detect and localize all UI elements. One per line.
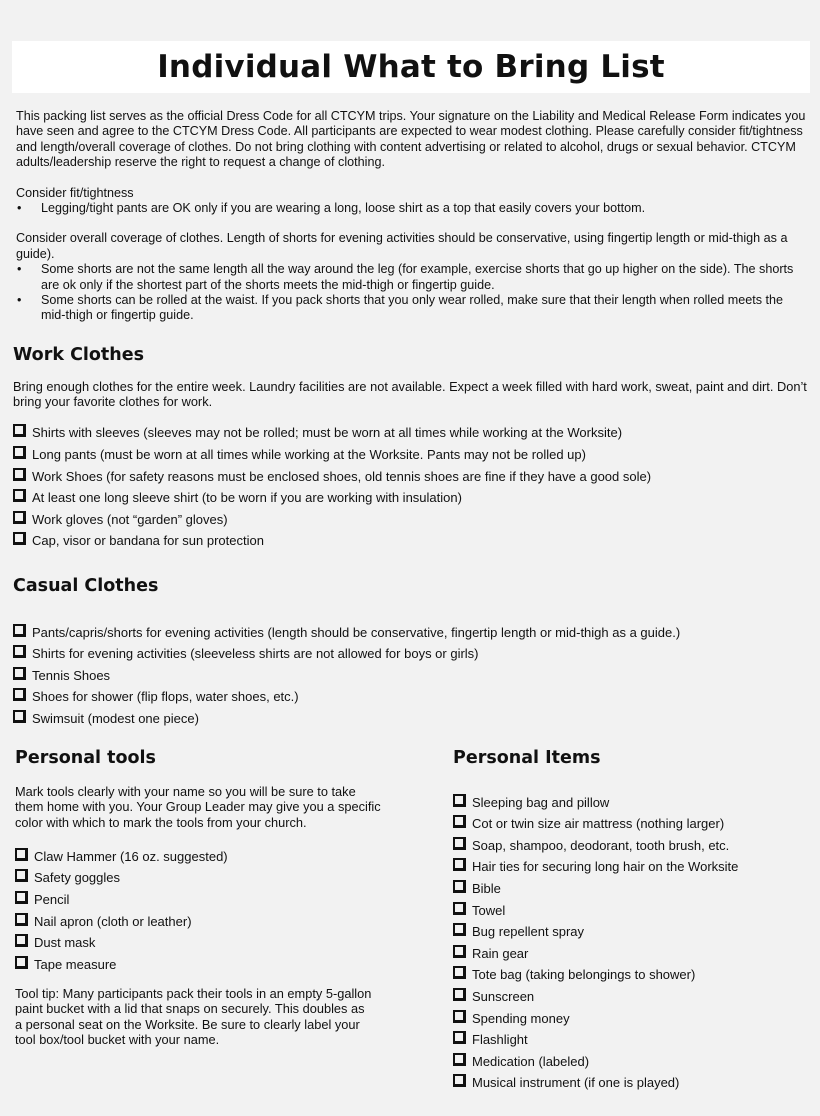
personal-tools-checklist (15, 842, 390, 972)
checklist-item (15, 842, 390, 864)
checklist-item-label: Cap, visor or bandana for sun protection (32, 533, 264, 549)
checkbox-icon[interactable] (15, 934, 28, 947)
checkbox-icon[interactable] (453, 1053, 466, 1066)
work-clothes-lead: Bring enough clothes for the entire week. Laundry facilities are not available. Expect a week filled with hard work, sweat, paint and dirt. Don’t bring your favorite clothes for work. (13, 379, 807, 410)
title-bar (12, 41, 810, 93)
bullet-item (16, 262, 808, 293)
checklist-item-label: Tape measure (34, 956, 117, 972)
checkbox-icon[interactable] (453, 837, 466, 850)
checklist-item (453, 939, 808, 961)
checkbox-icon[interactable] (13, 446, 26, 459)
checklist-item-label: Shirts with sleeves (sleeves may not be rolled; must be worn at all times while working at the Worksite) (32, 425, 623, 441)
checklist-item (13, 618, 808, 640)
checklist-item (15, 864, 390, 886)
checklist-item-label: Cot or twin size air mattress (nothing larger) (472, 816, 725, 832)
checklist-item-label: Long pants (must be worn at all times while working at the Worksite. Pants may not be rolled up) (32, 447, 586, 462)
checklist-item (453, 1026, 808, 1048)
checklist-item-label: Sunscreen (472, 988, 535, 1004)
bullet-icon: • (17, 201, 22, 216)
checklist-item-label: Pencil (34, 892, 70, 907)
checklist-item (453, 1047, 808, 1069)
personal-tools-section (15, 748, 390, 1047)
checklist-item (13, 704, 808, 726)
coverage-heading: Consider overall coverage of clothes. Length of shorts for evening activities should be conservative, using fingertip length or mid-thigh as a guide). (16, 231, 788, 261)
checklist-item (453, 1004, 808, 1026)
checklist-item-label: At least one long sleeve shirt (to be worn if you are working with insulation) (32, 490, 462, 506)
bullet-icon: • (17, 262, 22, 277)
checklist-item-label: Bug repellent spray (472, 924, 585, 940)
checklist-item-label: Rain gear (472, 945, 529, 961)
checklist-item-label: Dust mask (34, 935, 96, 951)
checkbox-icon[interactable] (453, 945, 466, 958)
checkbox-icon[interactable] (13, 624, 26, 637)
intro-paragraph: This packing list serves as the official Dress Code for all CTCYM trips. Your signature on the Liability and Medical Release Form indicates you have seen and agree to the CTCYM Dress Code. All participants are expected to wear modest clothing. Please carefully consider fit/tightness and length/overall coverage of clothes. Do not bring clothing with content advertising or related to alcohol, drugs or sexual behavior. CTCYM adults/leadership reserve the right to request a change of clothing. (16, 109, 806, 170)
checkbox-icon[interactable] (453, 1031, 466, 1044)
checklist-item (453, 853, 808, 875)
bullet-text: Legging/tight pants are OK only if you are wearing a long, loose shirt as a top that easily covers your bottom. (41, 201, 646, 216)
checklist-item (453, 831, 808, 853)
page-title: Individual What to Bring List (157, 49, 665, 85)
casual-clothes-checklist (13, 618, 808, 726)
checklist-item (13, 505, 808, 527)
checklist-item (13, 527, 808, 549)
fit-heading: Consider fit/tightness (16, 185, 134, 200)
checkbox-icon[interactable] (15, 913, 28, 926)
checklist-item-label: Safety goggles (34, 870, 121, 886)
checklist-item-label: Pants/capris/shorts for evening activities (length should be conservative, fingertip length or mid-thigh as a guide.) (32, 624, 681, 640)
checkbox-icon[interactable] (453, 1074, 466, 1087)
checkbox-icon[interactable] (453, 966, 466, 979)
checklist-item-label: Work Shoes (for safety reasons must be enclosed shoes, old tennis shoes are fine if they have a good sole) (32, 468, 652, 484)
checkbox-icon[interactable] (453, 858, 466, 871)
checklist-item (453, 788, 808, 810)
checkbox-icon[interactable] (453, 880, 466, 893)
tool-tip: Tool tip: Many participants pack their tools in an empty 5-gallon paint bucket with a lid that snaps on securely. This doubles as a personal seat on the Worksite. Be sure to clearly label your tool box/tool bucket with your name. (15, 985, 372, 1047)
coverage-bullet-list (16, 262, 808, 324)
checklist-item (453, 874, 808, 896)
checkbox-icon[interactable] (453, 988, 466, 1001)
checkbox-icon[interactable] (453, 815, 466, 828)
checkbox-icon[interactable] (15, 869, 28, 882)
personal-tools-lead: Mark tools clearly with your name so you will be sure to take them home with you. Your Group Leader may give you a specific color with which to mark the tools from your church. (15, 784, 381, 830)
checklist-item-label: Claw Hammer (16 oz. suggested) (34, 848, 228, 864)
intro-section (16, 109, 808, 324)
checklist-item-label: Work gloves (not “garden” gloves) (32, 511, 228, 527)
checkbox-icon[interactable] (15, 848, 28, 861)
checkbox-icon[interactable] (453, 923, 466, 936)
checklist-item-label: Tote bag (taking belongings to shower) (472, 967, 696, 983)
checklist-item-label: Medication (labeled) (472, 1053, 590, 1069)
checklist-item (15, 929, 390, 951)
work-clothes-checklist (13, 419, 808, 549)
personal-tools-heading: Personal tools (15, 748, 156, 768)
fit-bullet-list (16, 201, 808, 216)
checkbox-icon[interactable] (13, 489, 26, 502)
personal-items-section (453, 748, 808, 1090)
checklist-item-label: Flashlight (472, 1032, 528, 1048)
checkbox-icon[interactable] (453, 902, 466, 915)
checklist-item-label: Nail apron (cloth or leather) (34, 913, 192, 929)
checklist-item (13, 462, 808, 484)
checklist-item (15, 907, 390, 929)
bullet-item (16, 293, 808, 324)
personal-items-heading: Personal Items (453, 748, 601, 768)
checklist-item-label: Tennis Shoes (32, 667, 111, 683)
checkbox-icon[interactable] (13, 424, 26, 437)
checklist-item (13, 419, 808, 441)
personal-items-checklist (453, 788, 808, 1090)
checklist-item (453, 961, 808, 983)
checklist-item (15, 885, 390, 907)
bullet-icon: • (17, 293, 22, 308)
checklist-item (453, 896, 808, 918)
checkbox-icon[interactable] (13, 468, 26, 481)
bullet-text: Some shorts can be rolled at the waist. If you pack shorts that you only wear rolled, make sure that their length when rolled meets the mid-thigh or fingertip guide. (41, 293, 784, 323)
bullet-item (16, 201, 808, 216)
checkbox-icon[interactable] (15, 956, 28, 969)
work-clothes-section (13, 345, 808, 548)
checkbox-icon[interactable] (13, 511, 26, 524)
checkbox-icon[interactable] (15, 891, 28, 904)
checklist-item (13, 440, 808, 462)
checklist-item-label: Towel (472, 902, 506, 918)
checkbox-icon[interactable] (13, 645, 26, 658)
casual-clothes-section (13, 576, 808, 726)
checkbox-icon[interactable] (453, 794, 466, 807)
checkbox-icon[interactable] (13, 688, 26, 701)
checkbox-icon[interactable] (13, 532, 26, 545)
casual-clothes-heading: Casual Clothes (13, 576, 159, 596)
checklist-item (13, 661, 808, 683)
checklist-item-label: Bible (472, 880, 501, 896)
bullet-text: Some shorts are not the same length all the way around the leg (for example, exercise shorts that go up higher on the side). The shorts are ok only if the shortest part of the shorts meets the mid-thigh or fingertip guide. (41, 262, 794, 292)
checklist-item-label: Shoes for shower (flip flops, water shoes, etc.) (32, 689, 299, 705)
work-clothes-heading: Work Clothes (13, 345, 145, 365)
checklist-item-label: Spending money (472, 1010, 570, 1026)
checklist-item-label: Sleeping bag and pillow (472, 794, 610, 810)
checklist-item (15, 950, 390, 972)
checklist-item (453, 810, 808, 832)
checklist-item (453, 918, 808, 940)
checklist-item-label: Soap, shampoo, deodorant, tooth brush, etc. (472, 837, 730, 853)
checklist-item (453, 982, 808, 1004)
checklist-item (13, 683, 808, 705)
checkbox-icon[interactable] (453, 1010, 466, 1023)
checklist-item-label: Swimsuit (modest one piece) (32, 710, 199, 726)
checklist-item-label: Shirts for evening activities (sleeveless shirts are not allowed for boys or girls) (32, 646, 479, 662)
checklist-item-label: Musical instrument (if one is played) (472, 1075, 680, 1091)
checklist-item (13, 640, 808, 662)
checkbox-icon[interactable] (13, 667, 26, 680)
checklist-item-label: Hair ties for securing long hair on the Worksite (472, 859, 739, 875)
checklist-item (453, 1069, 808, 1091)
checklist-item (13, 484, 808, 506)
checkbox-icon[interactable] (13, 710, 26, 723)
